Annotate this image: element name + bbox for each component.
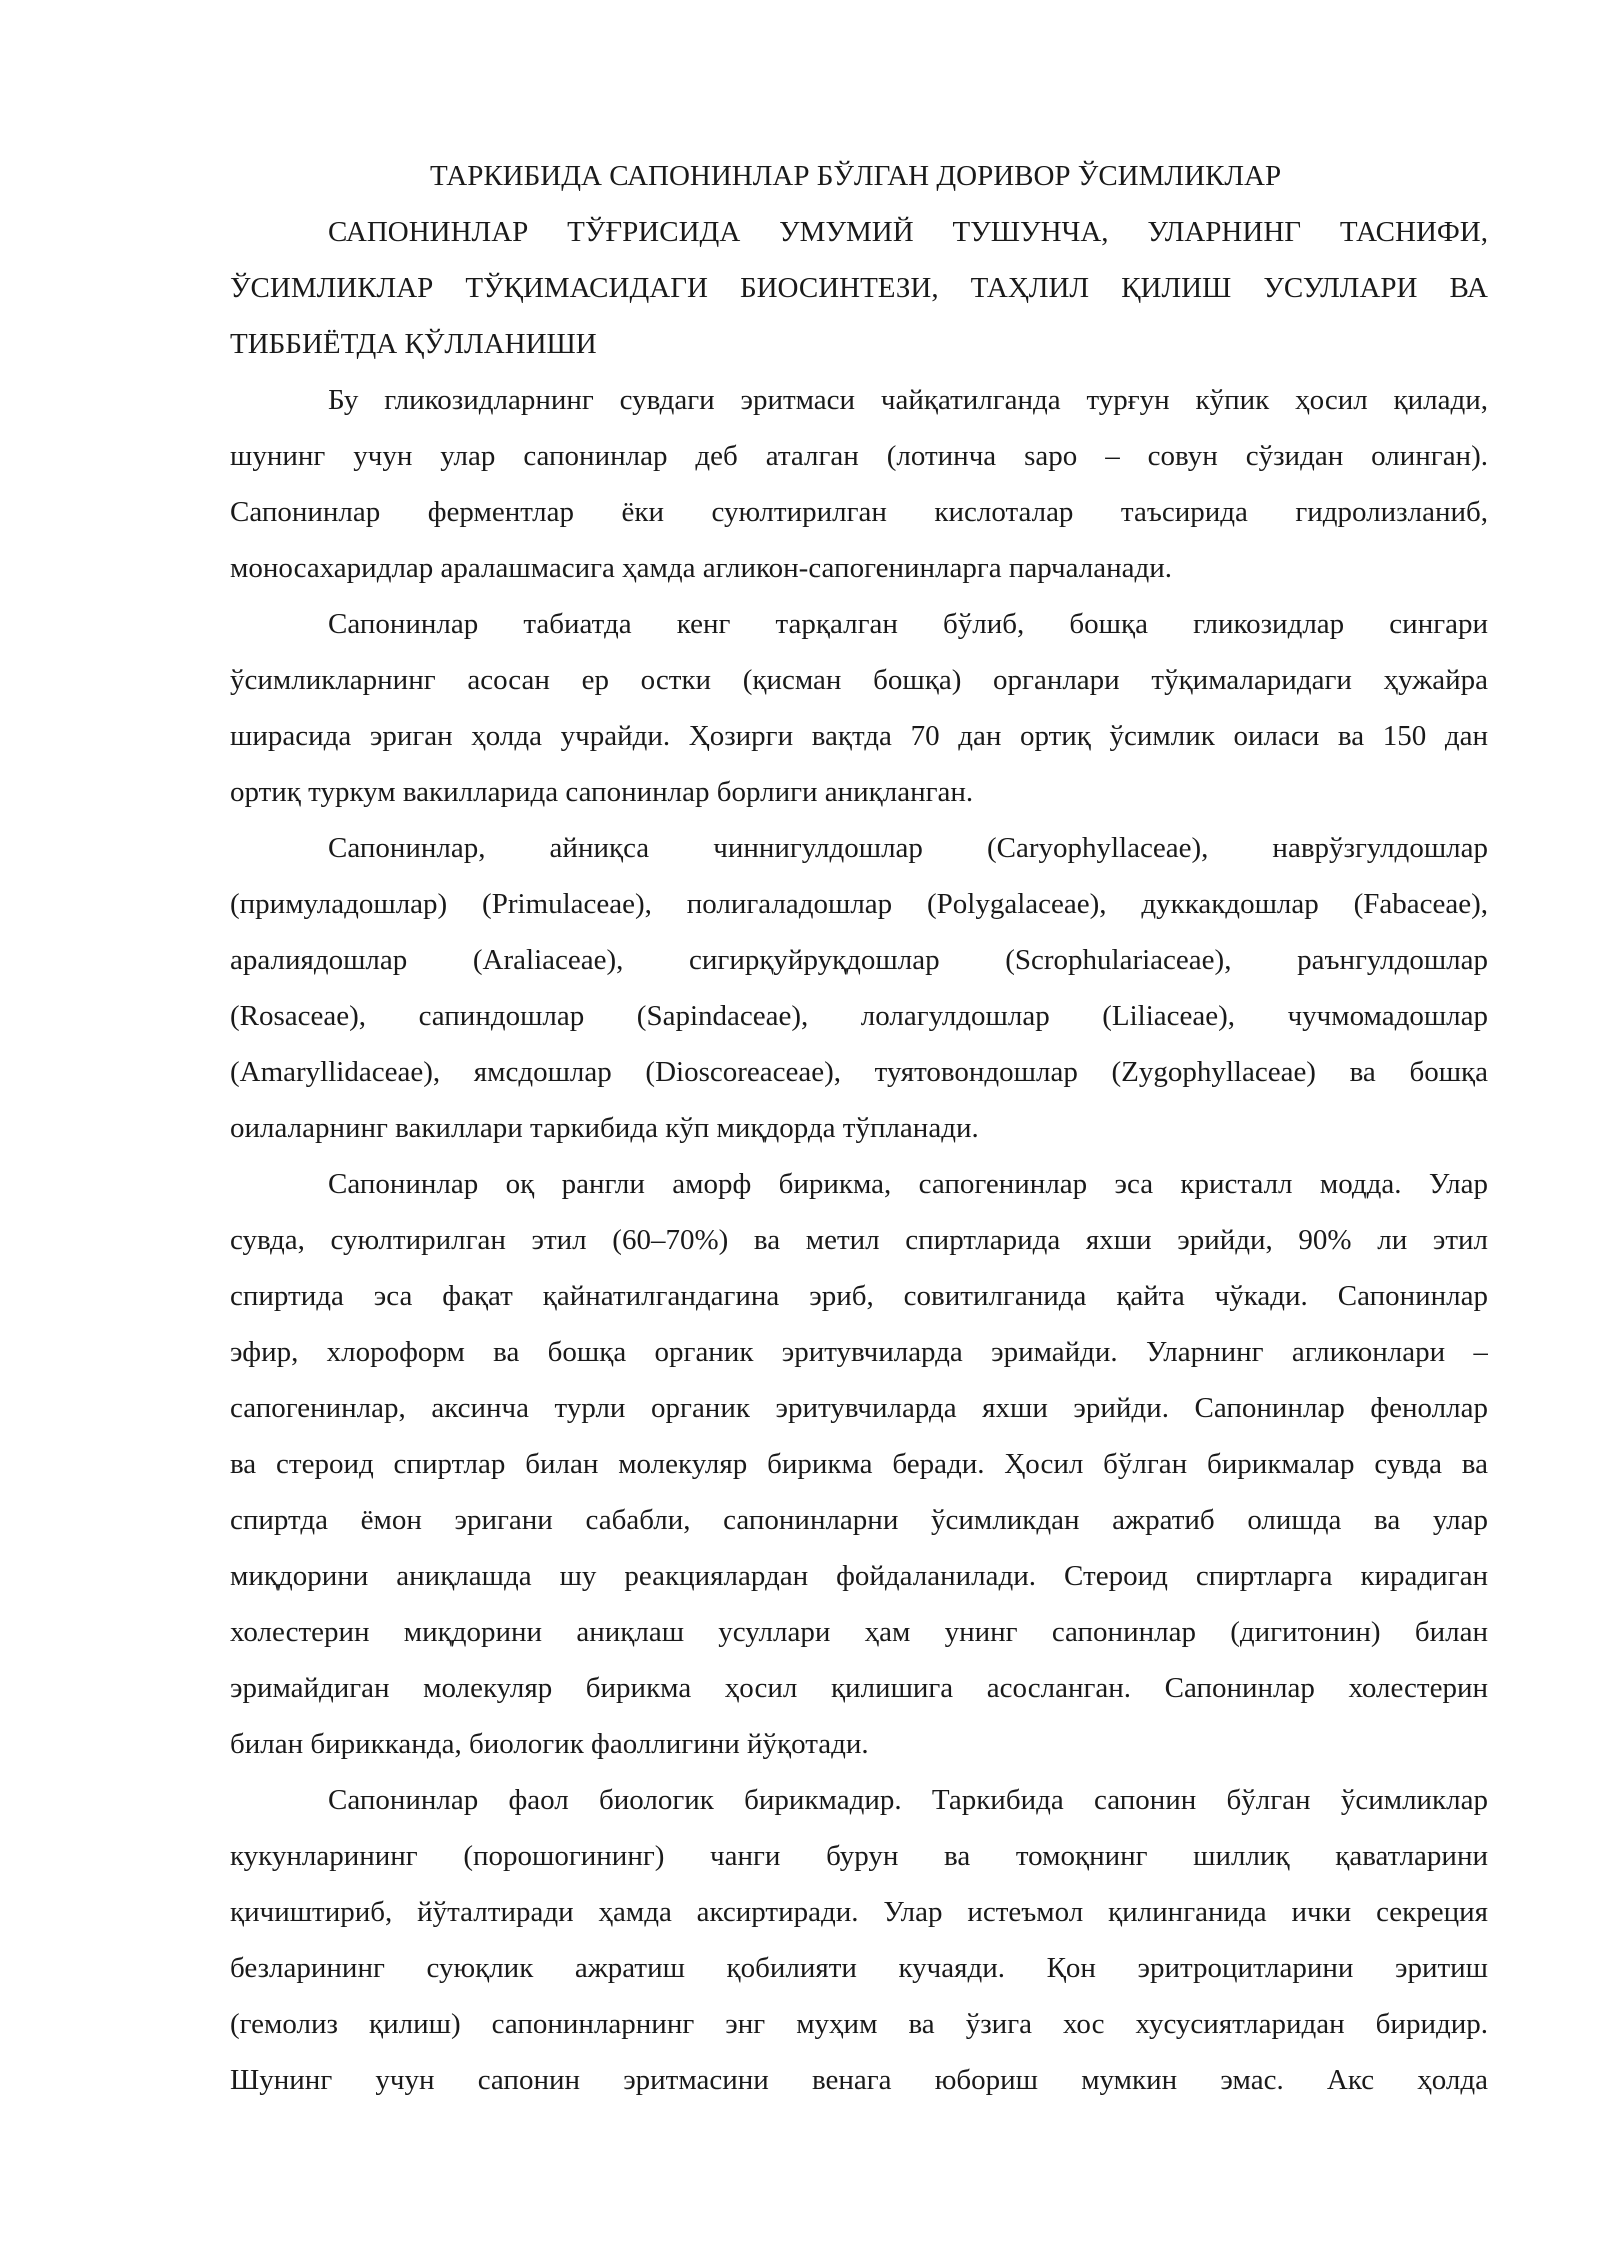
paragraph-line: холестерин миқдорини аниқлаш усуллари ҳам унинг сапонинлар (дигитонин) билан: [230, 1616, 1488, 1648]
paragraph-line: безларининг суюқлик ажратиш қобилияти кучаяди. Қон эритроцитларини эритиш: [230, 1952, 1488, 1984]
paragraph-line: (гемолиз қилиш) сапонинларнинг энг муҳим ва ўзига хос хусусиятларидан биридир.: [230, 2008, 1488, 2040]
section-heading-line: ЎСИМЛИКЛАР ТЎҚИМАСИДАГИ БИОСИНТЕЗИ, ТАҲЛИЛ ҚИЛИШ УСУЛЛАРИ ВА: [230, 272, 1488, 304]
paragraph-line: (Rosaceae), сапиндошлар (Sapindaceae), лолагулдошлар (Liliaceae), чучмомадошлар: [230, 1000, 1488, 1032]
paragraph-line: сапогенинлар, аксинча турли органик эритувчиларда яхши эрийди. Сапонинлар феноллар: [230, 1392, 1488, 1424]
paragraph: [230, 1156, 1488, 1772]
section-heading-line: САПОНИНЛАР ТЎҒРИСИДА УМУМИЙ ТУШУНЧА, УЛАРНИНГ ТАСНИФИ,: [328, 216, 1488, 248]
paragraph-line: эфир, хлороформ ва бошқа органик эритувчиларда эримайди. Уларнинг агликонлари –: [230, 1336, 1488, 1368]
section-heading: [230, 204, 1488, 372]
paragraph: [230, 1772, 1488, 2108]
paragraph-line: оилаларнинг вакиллари таркибида кўп миқдорда тўпланади.: [230, 1112, 979, 1144]
paragraph-line: (Amaryllidaceae), ямсдошлар (Dioscoreaceae), туятовондошлар (Zygophyllaceae) ва бошқа: [230, 1056, 1488, 1088]
paragraph-line: Бу гликозидларнинг сувдаги эритмаси чайқатилганда турғун кўпик ҳосил қилади,: [328, 384, 1488, 416]
paragraph-line: ширасида эриган ҳолда учрайди. Ҳозирги вақтда 70 дан ортиқ ўсимлик оиласи ва 150 дан: [230, 720, 1488, 752]
paragraph: [230, 820, 1488, 1156]
paragraph-line: спиртида эса фақат қайнатилгандагина эриб, совитилганида қайта чўкади. Сапонинлар: [230, 1280, 1488, 1312]
document-page: [230, 148, 1488, 2108]
paragraph-line: сувда, суюлтирилган этил (60–70%) ва метил спиртларида яхши эрийди, 90% ли этил: [230, 1224, 1488, 1256]
paragraph-line: моносахаридлар аралашмасига ҳамда агликон-сапогенинларга парчаланади.: [230, 552, 1173, 584]
paragraph-line: Сапонинлар табиатда кенг тарқалган бўлиб, бошқа гликозидлар сингари: [328, 608, 1488, 640]
paragraph-line: Сапонинлар фаол биологик бирикмадир. Таркибида сапонин бўлган ўсимликлар: [328, 1784, 1488, 1816]
section-heading-line: ТИББИЁТДА ҚЎЛЛАНИШИ: [230, 328, 597, 360]
paragraph-line: Сапонинлар оқ рангли аморф бирикма, сапогенинлар эса кристалл модда. Улар: [328, 1168, 1488, 1200]
paragraph-line: билан бирикканда, биологик фаоллигини йўқотади.: [230, 1728, 869, 1760]
paragraph-line: Сапонинлар ферментлар ёки суюлтирилган кислоталар таъсирида гидролизланиб,: [230, 496, 1488, 528]
paragraph-line: спиртда ёмон эригани сабабли, сапонинларни ўсимликдан ажратиб олишда ва улар: [230, 1504, 1488, 1536]
paragraph: [230, 596, 1488, 820]
paragraph-line: эримайдиган молекуляр бирикма ҳосил қилишига асосланган. Сапонинлар холестерин: [230, 1672, 1488, 1704]
paragraph: [230, 372, 1488, 596]
paragraph-line: қичиштириб, йўталтиради ҳамда аксиртиради. Улар истеъмол қилинганида ички секреция: [230, 1896, 1488, 1928]
paragraph-line: Шунинг учун сапонин эритмасини венага юбориш мумкин эмас. Акс ҳолда: [230, 2064, 1488, 2096]
paragraph-line: ўсимликларнинг асосан ер остки (қисман бошқа) органлари тўқималаридаги ҳужайра: [230, 664, 1488, 696]
document-title: ТАРКИБИДА САПОНИНЛАР БЎЛГАН ДОРИВОР ЎСИМЛИКЛАР: [430, 160, 1282, 192]
paragraph-line: Сапонинлар, айниқса чиннигулдошлар (Caryophyllaceae), наврўзгулдошлар: [328, 832, 1488, 864]
paragraph-line: кукунларининг (порошогининг) чанги бурун ва томоқнинг шиллиқ қаватларини: [230, 1840, 1488, 1872]
paragraph-line: (примуладошлар) (Primulaceae), полигаладошлар (Polygalaceae), дуккакдошлар (Fabaceae),: [230, 888, 1488, 920]
paragraph-line: миқдорини аниқлашда шу реакциялардан фойдаланилади. Стероид спиртларга кирадиган: [230, 1560, 1488, 1592]
paragraph-line: ва стероид спиртлар билан молекуляр бирикма беради. Ҳосил бўлган бирикмалар сувда ва: [230, 1448, 1488, 1480]
paragraph-line: ортиқ туркум вакилларида сапонинлар борлиги аниқланган.: [230, 776, 974, 808]
paragraph-line: шунинг учун улар сапонинлар деб аталган (лотинча sapo – совун сўзидан олинган).: [230, 440, 1488, 472]
paragraph-line: аралиядошлар (Araliaceae), сигирқуйруқдошлар (Scrophulariaceae), раънгулдошлар: [230, 944, 1488, 976]
